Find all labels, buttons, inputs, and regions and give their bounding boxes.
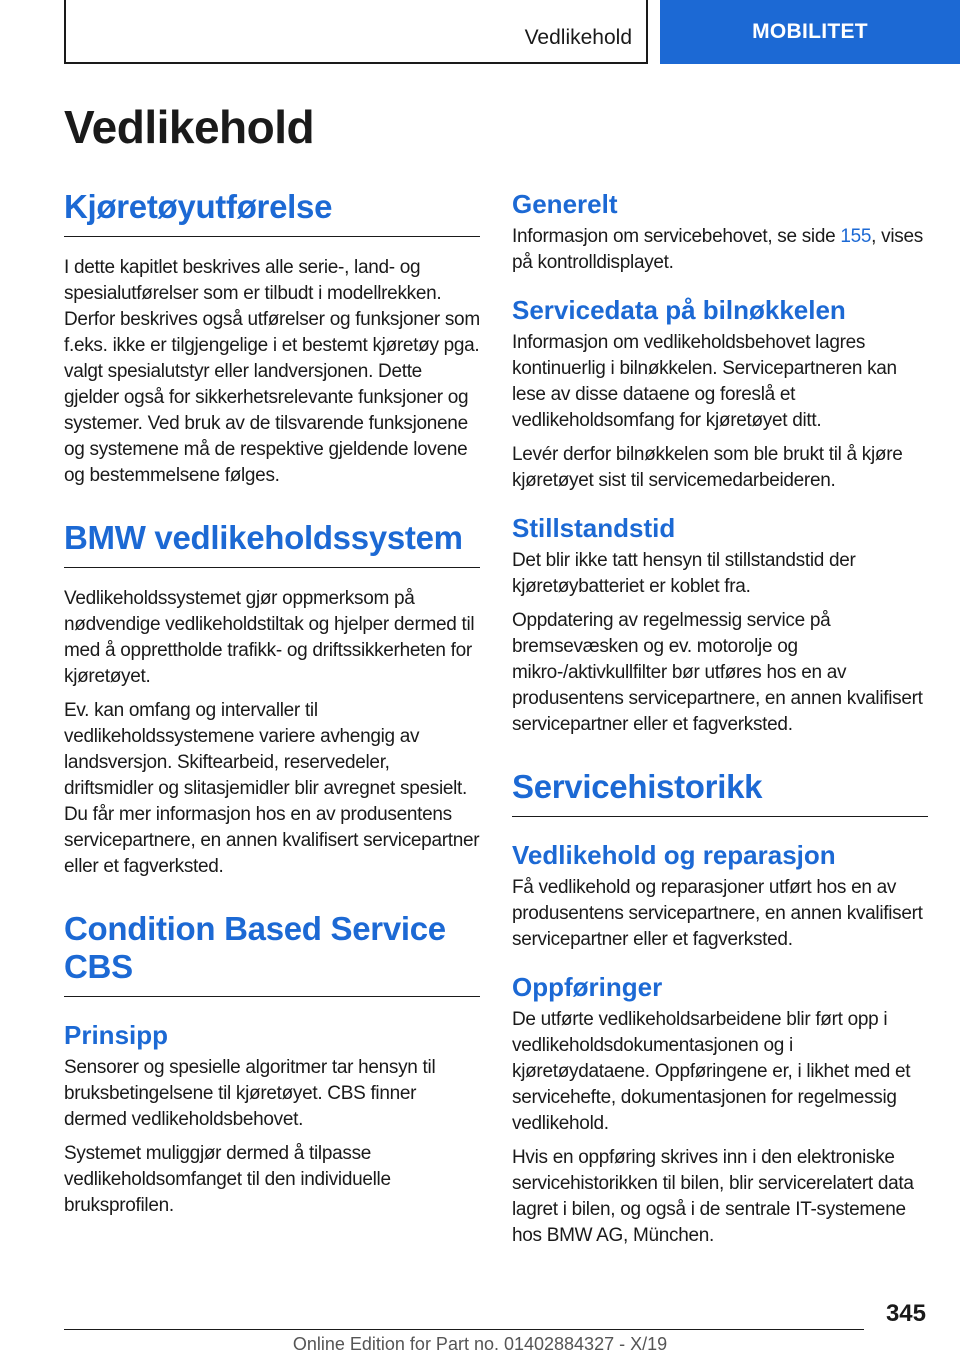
left-column — [64, 188, 480, 1219]
paragraph: Få vedlikehold og reparasjoner utført hos en av produsentens servicepartnere, en annen kvalifisert servicepartner eller et fagverksted. — [512, 877, 923, 950]
paragraph: Systemet muliggjør dermed å tilpasse vedlikeholdsomfanget til den individuelle bruksprofilen. — [64, 1143, 391, 1216]
paragraph: Informasjon om vedlikeholdsbehovet lagres kontinuerlig i bilnøkkelen. Servicepartneren kan lese av disse dataene og foreslå et vedlikeholdsomfang for kjøretøyet ditt. — [512, 332, 897, 431]
subheading-vedlikehold-og-reparasjon: Vedlikehold og reparasjon — [512, 840, 836, 870]
header-section-box — [64, 0, 648, 64]
right-column — [512, 188, 928, 1249]
subheading-prinsipp: Prinsipp — [64, 1020, 169, 1050]
page-title: Vedlikehold — [64, 101, 315, 153]
paragraph: Levér derfor bilnøkkelen som ble brukt til å kjøre kjøretøyet sist til servicemedarbeideren. — [512, 444, 903, 491]
heading-kjoretoyutforelse: Kjøretøyutførelse — [64, 188, 480, 237]
subheading-servicedata: Servicedata på bilnøkkelen — [512, 295, 846, 325]
page-number: 345 — [885, 1300, 926, 1327]
header-chapter-tab: MOBILITET — [660, 0, 960, 64]
paragraph: Ev. kan omfang og intervaller til vedlikeholdssystemene variere avhengig av landsversjon. Skiftearbeid, reservedeler, driftsmidler og slitasjemidler blir avregnet spesielt. Du får mer informasjon hos en av produsentens servicepartnere, en annen kvalifisert servicepartner eller et fagverksted. — [64, 700, 480, 877]
paragraph: Det blir ikke tatt hensyn til stillstandstid der kjøretøybatteriet er koblet fra. — [512, 550, 856, 597]
paragraph: Vedlikeholdssystemet gjør oppmerksom på nødvendige vedlikeholdstiltak og hjelper dermed til med å opprettholde trafikk- og driftssikkerheten for kjøretøyet. — [64, 588, 475, 687]
header-section-label: Vedlikehold — [524, 26, 632, 49]
paragraph: Oppdatering av regelmessig service på bremsevæsken og ev. motorolje og mikro-/aktivkullfilter bør utføres hos en av produsentens servicepartnere, en annen kvalifisert servicepartner eller et fagverksted. — [512, 610, 923, 735]
footer-divider — [64, 1329, 864, 1330]
paragraph: De utførte vedlikeholdsarbeidene blir ført opp i vedlikeholdsdokumentasjonen og i kjøretøydataene. Oppføringene er, i likhet med et servicehefte, dokumentasjonen for regelmessig vedlikehold. — [512, 1009, 911, 1134]
heading-servicehistorikk: Servicehistorikk — [512, 768, 928, 817]
subheading-stillstandstid: Stillstandstid — [512, 513, 676, 543]
footer-edition: Online Edition for Part no. 01402884327 - X/19 — [292, 1334, 668, 1354]
subheading-oppforinger: Oppføringer — [512, 972, 663, 1002]
paragraph: Hvis en oppføring skrives inn i den elektroniske servicehistorikken til bilen, blir servicerelatert data lagret i bilen, og også i de sentrale IT-systemene hos BMW AG, München. — [512, 1147, 914, 1246]
heading-condition-based-service: Condition Based Service CBS — [64, 910, 480, 997]
paragraph: I dette kapitlet beskrives alle serie-, land- og spesialutførelser som er tilbudt i modellrekken. Derfor beskrives også utførelser og funksjoner som f.eks. ikke er tilgjengelige i et bestemt kjøretøy pga. valgt spesialutstyr eller landversjonen. Dette gjelder også for sikkerhetsrelevante funksjoner og systemer. Ved bruk av de tilsvarende funksjonene og systemene må de respektive gjeldende lovene og bestemmelsene følges. — [64, 257, 480, 486]
heading-bmw-vedlikeholdssystem: BMW vedlikeholdssystem — [64, 519, 480, 568]
paragraph: Informasjon om servicebehovet, se side 155, vises på kontrolldisplayet. — [512, 226, 923, 273]
paragraph: Sensorer og spesielle algoritmer tar hensyn til bruksbetingelsene til kjøretøyet. CBS finner dermed vedlikeholdsbehovet. — [64, 1057, 436, 1130]
page-reference-link[interactable]: 155 — [840, 226, 872, 247]
subheading-generelt: Generelt — [512, 189, 618, 219]
